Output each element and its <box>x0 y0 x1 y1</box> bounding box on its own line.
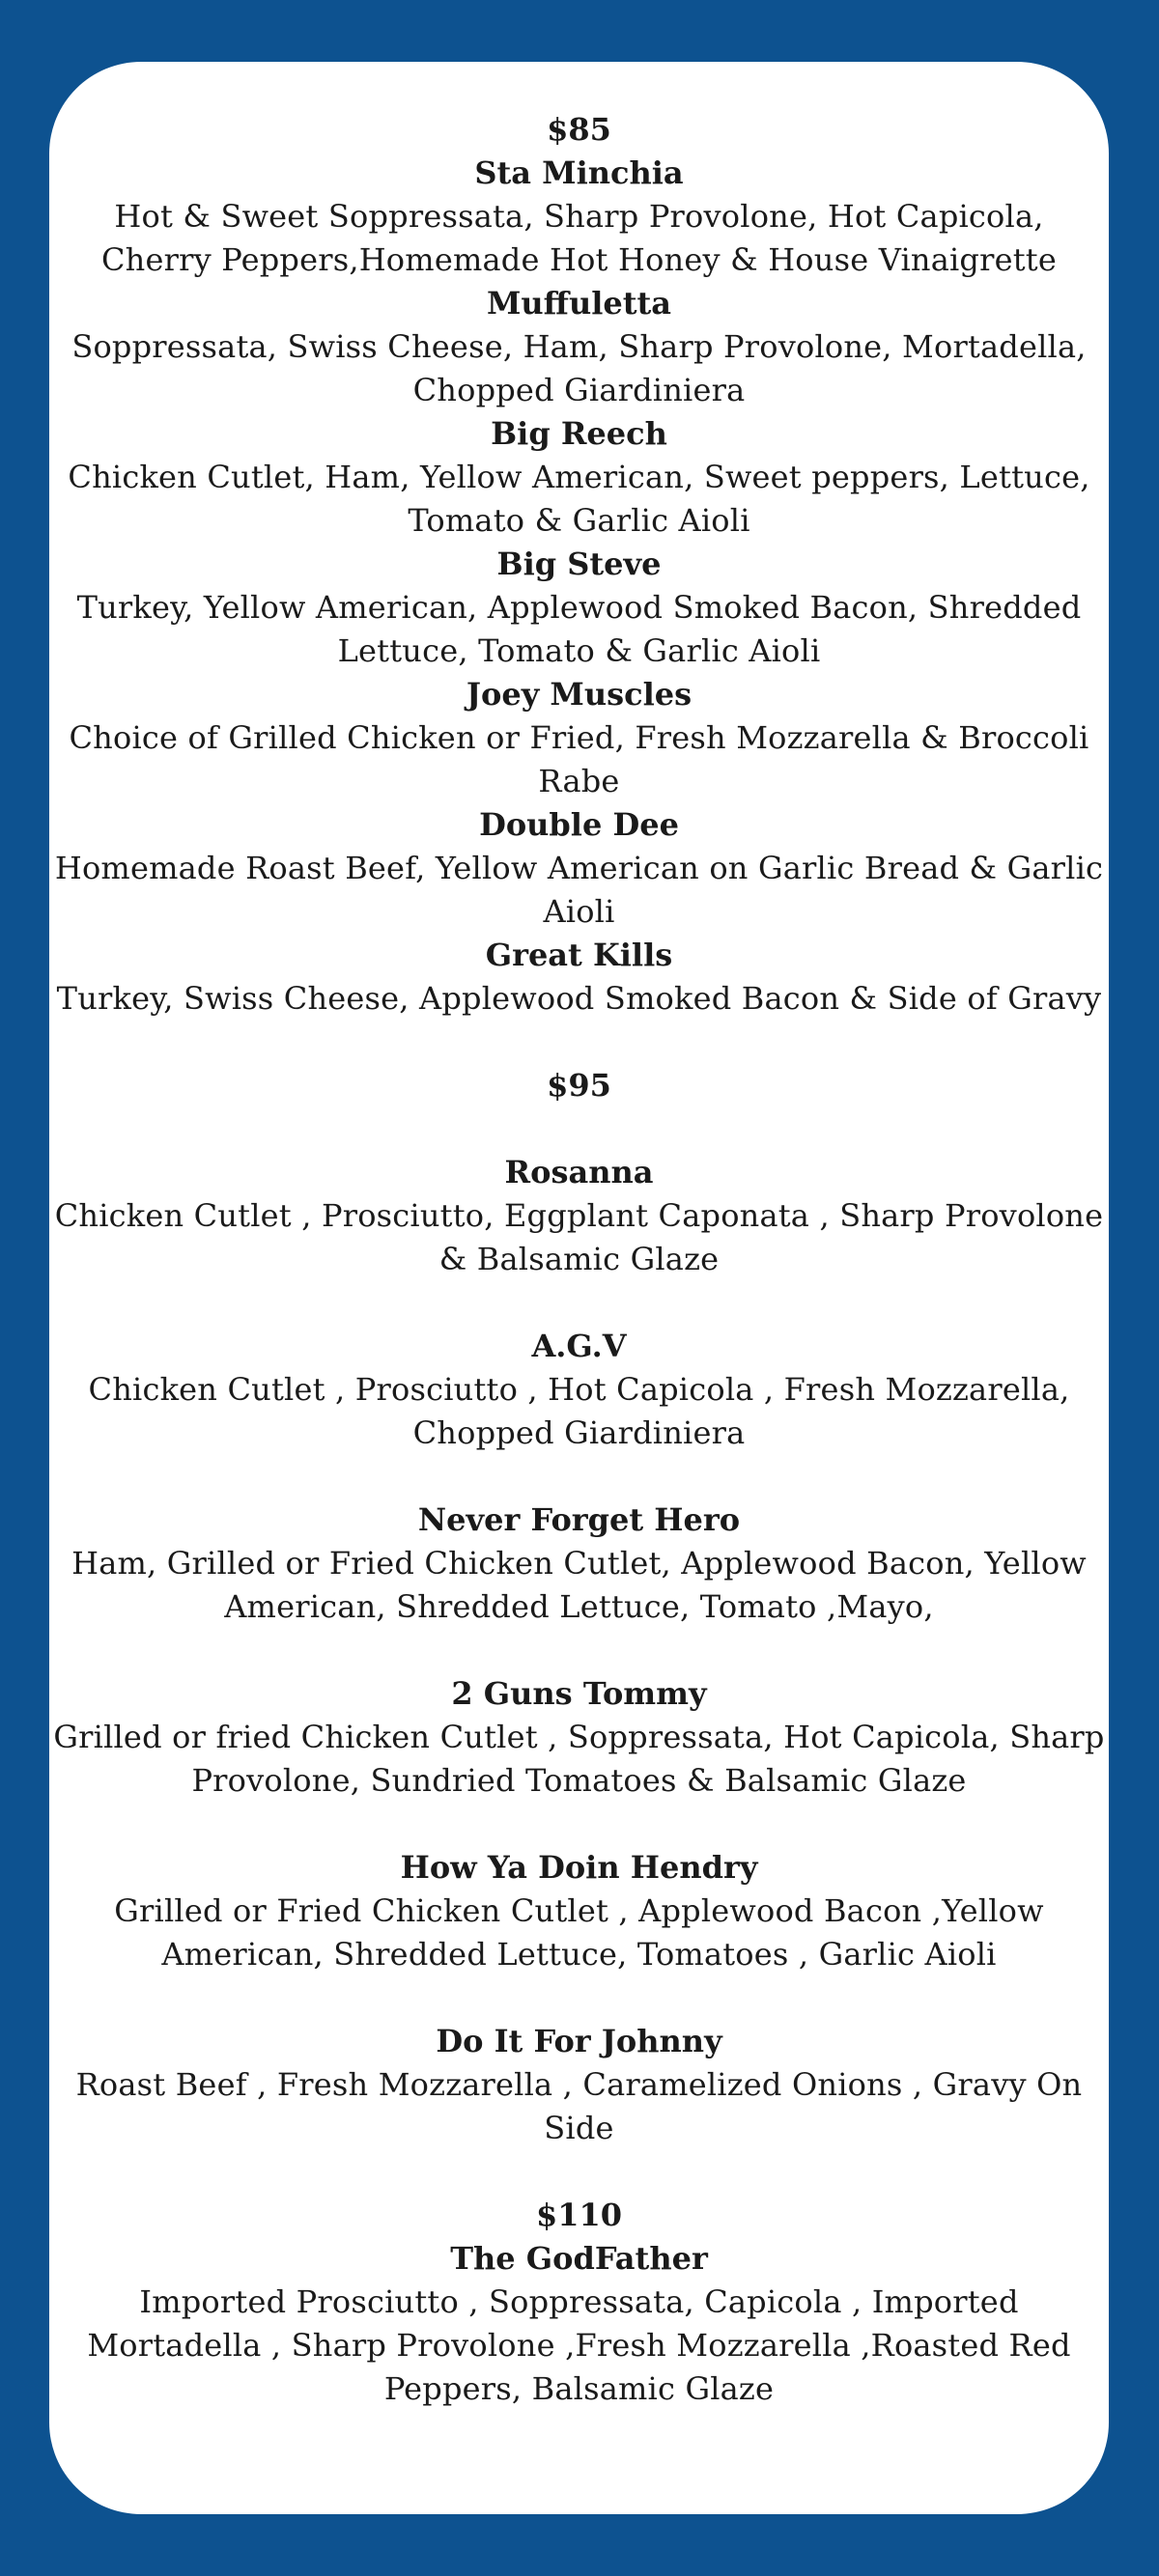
item-spacer <box>49 1976 1109 2020</box>
item-name: Big Reech <box>491 415 667 452</box>
item-description: Grilled or Fried Chicken Cutlet , Applewood Bacon ,Yellow American, Shredded Lettuce, Tomatoes , Garlic Aioli <box>114 1892 1044 1973</box>
item-description: Turkey, Swiss Cheese, Applewood Smoked Bacon & Side of Gravy <box>56 980 1102 1017</box>
item-spacer <box>49 1803 1109 1846</box>
menu-item <box>49 1498 1109 1629</box>
menu-item <box>49 803 1109 934</box>
item-description: Chicken Cutlet , Prosciutto , Hot Capicola , Fresh Mozzarella, Chopped Giardiniera <box>88 1371 1070 1451</box>
item-name: Muffuletta <box>486 285 672 322</box>
item-name: A.G.V <box>531 1328 627 1364</box>
menu-section-110 <box>49 2194 1109 2411</box>
item-name: Never Forget Hero <box>417 1501 741 1538</box>
menu-item <box>49 543 1109 673</box>
item-name: Rosanna <box>504 1154 654 1190</box>
menu-item <box>49 934 1109 1021</box>
item-name: Double Dee <box>479 806 679 843</box>
menu-card <box>49 62 1109 2514</box>
item-name: Great Kills <box>485 937 673 973</box>
item-name: Sta Minchia <box>474 154 684 191</box>
menu-item <box>49 2237 1109 2411</box>
section-spacer <box>49 1021 1109 1064</box>
item-description: Chicken Cutlet, Ham, Yellow American, Sweet peppers, Lettuce, Tomato & Garlic Aioli <box>68 459 1090 539</box>
item-description: Ham, Grilled or Fried Chicken Cutlet, Applewood Bacon, Yellow American, Shredded Lettuce, Tomato ,Mayo, <box>71 1545 1087 1625</box>
menu-item <box>49 152 1109 282</box>
menu-section-95 <box>49 1064 1109 2150</box>
menu-item <box>49 673 1109 803</box>
item-spacer <box>49 1629 1109 1672</box>
menu-item <box>49 1672 1109 1803</box>
item-spacer <box>49 1455 1109 1498</box>
section-spacer <box>49 2150 1109 2194</box>
item-description: Soppressata, Swiss Cheese, Ham, Sharp Provolone, Mortadella, Chopped Giardiniera <box>71 328 1087 408</box>
item-description: Hot & Sweet Soppressata, Sharp Provolone, Hot Capicola, Cherry Peppers,Homemade Hot Honey & House Vinaigrette <box>101 198 1057 278</box>
item-spacer <box>49 1281 1109 1325</box>
item-description: Chicken Cutlet , Prosciutto, Eggplant Caponata , Sharp Provolone & Balsamic Glaze <box>54 1197 1104 1277</box>
item-description: Choice of Grilled Chicken or Fried, Fresh Mozzarella & Broccoli Rabe <box>69 719 1089 799</box>
item-name: Joey Muscles <box>466 676 693 713</box>
menu-item <box>49 1846 1109 1976</box>
item-name: Big Steve <box>496 546 662 582</box>
menu-item <box>49 1325 1109 1455</box>
item-description: Roast Beef , Fresh Mozzarella , Caramelized Onions , Gravy On Side <box>75 2066 1083 2146</box>
item-name: 2 Guns Tommy <box>451 1675 707 1712</box>
item-description: Turkey, Yellow American, Applewood Smoked Bacon, Shredded Lettuce, Tomato & Garlic Aioli <box>76 589 1082 669</box>
menu-item <box>49 412 1109 543</box>
menu-item <box>49 1151 1109 1281</box>
menu-section-85 <box>49 108 1109 1021</box>
item-name: The GodFather <box>450 2240 708 2277</box>
item-name: How Ya Doin Hendry <box>400 1849 758 1886</box>
section-price: $85 <box>547 111 611 148</box>
section-spacer <box>49 1107 1109 1151</box>
item-description: Grilled or fried Chicken Cutlet , Soppressata, Hot Capicola, Sharp Provolone, Sundried Tomatoes & Balsamic Glaze <box>53 1719 1105 1799</box>
item-name: Do It For Johnny <box>436 2023 722 2059</box>
section-price: $110 <box>535 2197 623 2233</box>
menu-item <box>49 282 1109 412</box>
section-price: $95 <box>547 1067 611 1104</box>
item-description: Imported Prosciutto , Soppressata, Capicola , Imported Mortadella , Sharp Provolone ,Fresh Mozzarella ,Roasted Red Peppers, Balsamic Glaze <box>87 2283 1071 2407</box>
menu-item <box>49 2020 1109 2150</box>
item-description: Homemade Roast Beef, Yellow American on Garlic Bread & Garlic Aioli <box>54 850 1104 930</box>
